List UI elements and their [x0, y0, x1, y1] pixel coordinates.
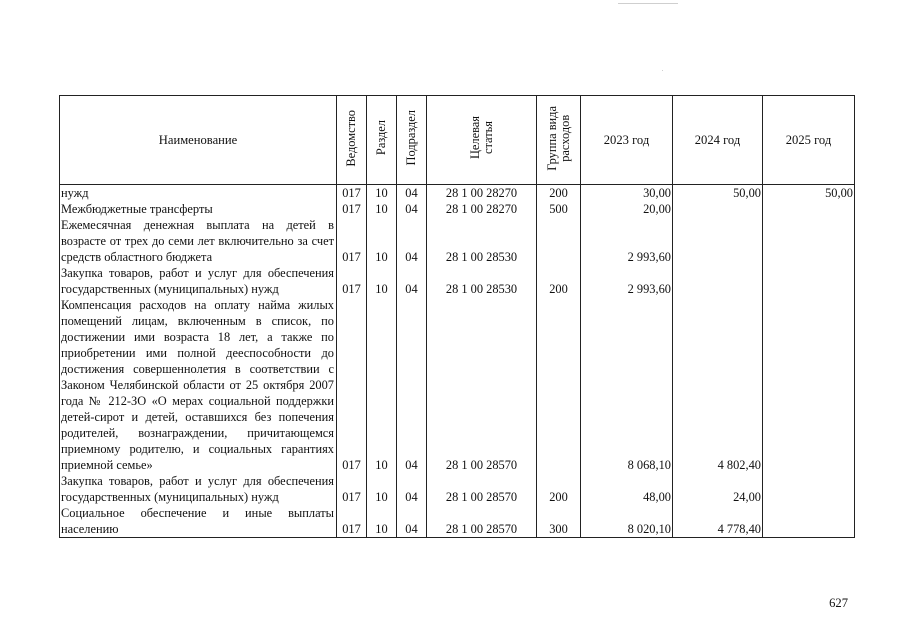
scan-speck	[662, 70, 663, 71]
header-2025: 2025 год	[763, 96, 855, 185]
row-tselevaya-statya: 28 1 00 28530	[427, 217, 537, 265]
header-tselevaya-statya	[427, 96, 537, 185]
row-2024: 4 778,40	[673, 505, 763, 538]
table-row	[60, 201, 855, 217]
header-tselevaya-line2: статья	[480, 121, 495, 155]
header-name: Наименование	[60, 96, 337, 185]
row-gruppa	[537, 217, 581, 265]
row-name: Межбюджетные трансферты	[60, 201, 337, 217]
row-2025	[763, 505, 855, 538]
row-tselevaya-statya: 28 1 00 28270	[427, 201, 537, 217]
row-podrazdel: 04	[397, 505, 427, 538]
row-2024: 4 802,40	[673, 297, 763, 473]
row-podrazdel: 04	[397, 473, 427, 505]
row-gruppa: 200	[537, 473, 581, 505]
table-row	[60, 473, 855, 505]
row-razdel: 10	[367, 201, 397, 217]
row-vedomstvo: 017	[337, 201, 367, 217]
row-name: нужд	[60, 185, 337, 202]
row-2025	[763, 265, 855, 297]
row-podrazdel: 04	[397, 217, 427, 265]
row-name: Ежемесячная денежная выплата на детей в возрасте от трех до семи лет включительно за счет средств областного бюджета	[60, 217, 337, 265]
row-vedomstvo: 017	[337, 185, 367, 202]
row-razdel: 10	[367, 217, 397, 265]
header-gruppa-line2: расходов	[557, 114, 572, 162]
table-row	[60, 265, 855, 297]
header-gruppa-line1: Группа вида	[544, 105, 559, 171]
row-2023: 30,00	[581, 185, 673, 202]
row-vedomstvo: 017	[337, 297, 367, 473]
page-number: 627	[829, 596, 848, 610]
row-gruppa	[537, 297, 581, 473]
row-gruppa: 300	[537, 505, 581, 538]
row-2025	[763, 473, 855, 505]
row-2023: 2 993,60	[581, 217, 673, 265]
row-vedomstvo: 017	[337, 505, 367, 538]
header-2023: 2023 год	[581, 96, 673, 185]
table-row	[60, 217, 855, 265]
row-name: Закупка товаров, работ и услуг для обеспечения государственных (муниципальных) нужд	[60, 473, 337, 505]
row-gruppa: 200	[537, 265, 581, 297]
budget-table	[59, 95, 855, 538]
row-podrazdel: 04	[397, 297, 427, 473]
header-vedomstvo	[337, 96, 367, 185]
row-2023: 48,00	[581, 473, 673, 505]
row-tselevaya-statya: 28 1 00 28570	[427, 505, 537, 538]
row-razdel: 10	[367, 185, 397, 202]
header-vedomstvo-label: Ведомство	[344, 109, 358, 167]
row-2025	[763, 201, 855, 217]
row-razdel: 10	[367, 265, 397, 297]
table-row	[60, 185, 855, 202]
table-row	[60, 505, 855, 538]
row-2023: 8 020,10	[581, 505, 673, 538]
row-name: Социальное обеспечение и иные выплаты населению	[60, 505, 337, 538]
row-tselevaya-statya: 28 1 00 28570	[427, 297, 537, 473]
row-2023: 2 993,60	[581, 265, 673, 297]
row-gruppa: 200	[537, 185, 581, 202]
row-podrazdel: 04	[397, 265, 427, 297]
row-vedomstvo: 017	[337, 473, 367, 505]
row-2024: 50,00	[673, 185, 763, 202]
header-gruppa-vida-raskhodov	[537, 96, 581, 185]
row-2024: 24,00	[673, 473, 763, 505]
row-tselevaya-statya: 28 1 00 28270	[427, 185, 537, 202]
row-vedomstvo: 017	[337, 265, 367, 297]
row-tselevaya-statya: 28 1 00 28530	[427, 265, 537, 297]
header-podrazdel	[397, 96, 427, 185]
row-vedomstvo: 017	[337, 217, 367, 265]
header-podrazdel-label: Подраздел	[404, 110, 418, 166]
header-razdel	[367, 96, 397, 185]
row-gruppa: 500	[537, 201, 581, 217]
row-razdel: 10	[367, 505, 397, 538]
row-2024	[673, 217, 763, 265]
row-2024	[673, 265, 763, 297]
scan-speck	[618, 3, 678, 4]
table-row	[60, 297, 855, 473]
header-tselevaya-line1: Целевая	[467, 116, 482, 160]
row-2023: 8 068,10	[581, 297, 673, 473]
row-name: Компенсация расходов на оплату найма жилых помещений лицам, включенным в список, по достижении ими возраста 18 лет, а также по приобретении ими полной дееспособности до достижения совершеннолетия в соответствии с Законом Челябинской области от 25 октября 2007 года № 212-ЗО «О мерах социальной поддержки детей-сирот и детей, оставшихся без попечения родителей, вознаграждении, причитающемся приемному родителю, и социальных гарантиях приемной семье»	[60, 297, 337, 473]
table-header-row	[60, 96, 855, 185]
row-2025	[763, 297, 855, 473]
row-2025: 50,00	[763, 185, 855, 202]
header-razdel-label: Раздел	[374, 120, 388, 156]
row-tselevaya-statya: 28 1 00 28570	[427, 473, 537, 505]
row-podrazdel: 04	[397, 201, 427, 217]
row-razdel: 10	[367, 473, 397, 505]
header-2024: 2024 год	[673, 96, 763, 185]
row-podrazdel: 04	[397, 185, 427, 202]
row-2024	[673, 201, 763, 217]
row-2025	[763, 217, 855, 265]
row-razdel: 10	[367, 297, 397, 473]
row-name: Закупка товаров, работ и услуг для обеспечения государственных (муниципальных) нужд	[60, 265, 337, 297]
row-2023: 20,00	[581, 201, 673, 217]
